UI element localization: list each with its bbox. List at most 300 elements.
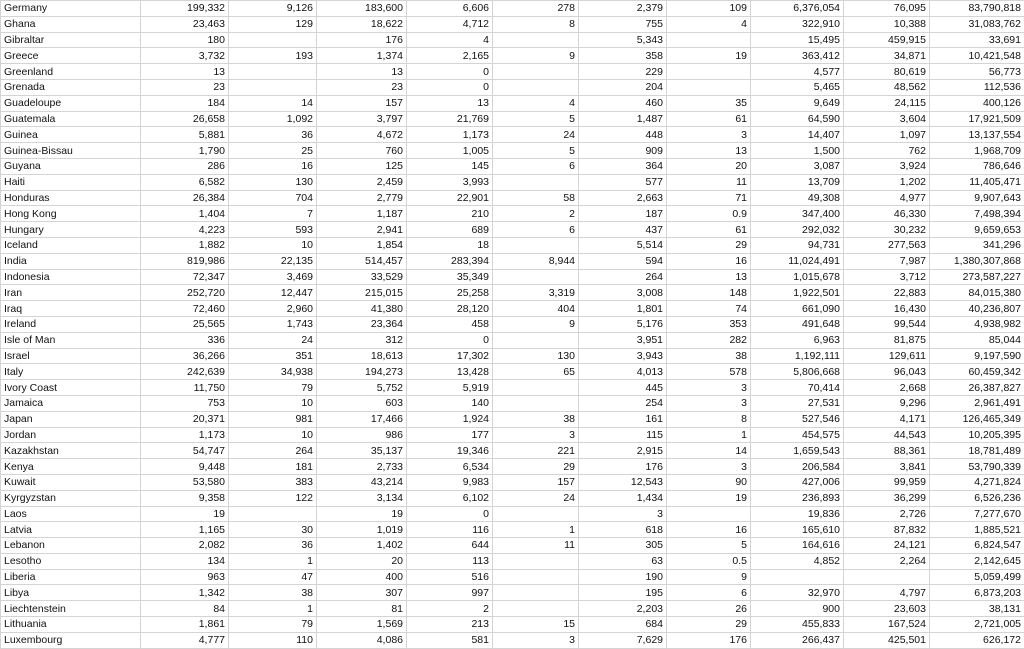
value-cell[interactable]: 9,126 <box>229 1 317 17</box>
value-cell[interactable]: 193 <box>229 48 317 64</box>
value-cell[interactable]: 307 <box>317 585 407 601</box>
value-cell[interactable]: 99,959 <box>844 474 930 490</box>
value-cell[interactable]: 283,394 <box>407 253 493 269</box>
value-cell[interactable]: 38,131 <box>930 601 1024 617</box>
value-cell[interactable]: 221 <box>493 443 579 459</box>
value-cell[interactable]: 17,921,509 <box>930 111 1024 127</box>
country-name-cell[interactable]: Japan <box>1 411 141 427</box>
value-cell[interactable]: 177 <box>407 427 493 443</box>
country-name-cell[interactable]: Guinea-Bissau <box>1 143 141 159</box>
value-cell[interactable]: 594 <box>579 253 667 269</box>
value-cell[interactable]: 36,299 <box>844 490 930 506</box>
value-cell[interactable]: 2,264 <box>844 553 930 569</box>
country-name-cell[interactable]: Italy <box>1 364 141 380</box>
value-cell[interactable]: 148 <box>667 285 751 301</box>
value-cell[interactable] <box>844 569 930 585</box>
value-cell[interactable] <box>751 569 844 585</box>
value-cell[interactable]: 1,173 <box>407 127 493 143</box>
value-cell[interactable] <box>493 237 579 253</box>
value-cell[interactable]: 986 <box>317 427 407 443</box>
country-name-cell[interactable]: Libya <box>1 585 141 601</box>
country-name-cell[interactable]: Latvia <box>1 522 141 538</box>
value-cell[interactable]: 4,672 <box>317 127 407 143</box>
country-name-cell[interactable]: Guinea <box>1 127 141 143</box>
value-cell[interactable]: 17,302 <box>407 348 493 364</box>
value-cell[interactable]: 183,600 <box>317 1 407 17</box>
value-cell[interactable]: 1,882 <box>141 237 229 253</box>
value-cell[interactable]: 31,083,762 <box>930 16 1024 32</box>
country-name-cell[interactable]: Grenada <box>1 79 141 95</box>
value-cell[interactable]: 187 <box>579 206 667 222</box>
value-cell[interactable]: 3,732 <box>141 48 229 64</box>
value-cell[interactable]: 2,726 <box>844 506 930 522</box>
value-cell[interactable]: 516 <box>407 569 493 585</box>
value-cell[interactable]: 3 <box>493 632 579 648</box>
value-cell[interactable]: 24 <box>493 127 579 143</box>
value-cell[interactable]: 4,977 <box>844 190 930 206</box>
value-cell[interactable]: 242,639 <box>141 364 229 380</box>
value-cell[interactable]: 0.5 <box>667 553 751 569</box>
value-cell[interactable]: 437 <box>579 222 667 238</box>
value-cell[interactable]: 210 <box>407 206 493 222</box>
value-cell[interactable]: 213 <box>407 617 493 633</box>
value-cell[interactable]: 27,531 <box>751 395 844 411</box>
value-cell[interactable]: 145 <box>407 158 493 174</box>
value-cell[interactable]: 3 <box>493 427 579 443</box>
value-cell[interactable]: 26 <box>667 601 751 617</box>
value-cell[interactable]: 1,097 <box>844 127 930 143</box>
value-cell[interactable] <box>667 64 751 80</box>
value-cell[interactable]: 125 <box>317 158 407 174</box>
value-cell[interactable]: 13,137,554 <box>930 127 1024 143</box>
value-cell[interactable]: 13,428 <box>407 364 493 380</box>
value-cell[interactable]: 459,915 <box>844 32 930 48</box>
value-cell[interactable]: 460 <box>579 95 667 111</box>
value-cell[interactable]: 4,577 <box>751 64 844 80</box>
country-name-cell[interactable]: Iran <box>1 285 141 301</box>
value-cell[interactable]: 6 <box>493 158 579 174</box>
value-cell[interactable]: 0 <box>407 506 493 522</box>
value-cell[interactable]: 2,721,005 <box>930 617 1024 633</box>
value-cell[interactable] <box>493 506 579 522</box>
value-cell[interactable] <box>667 506 751 522</box>
value-cell[interactable]: 762 <box>844 143 930 159</box>
value-cell[interactable]: 454,575 <box>751 427 844 443</box>
value-cell[interactable]: 2,961,491 <box>930 395 1024 411</box>
value-cell[interactable]: 400,126 <box>930 95 1024 111</box>
value-cell[interactable]: 19 <box>667 490 751 506</box>
value-cell[interactable]: 35,137 <box>317 443 407 459</box>
value-cell[interactable]: 1,192,111 <box>751 348 844 364</box>
value-cell[interactable]: 15,495 <box>751 32 844 48</box>
value-cell[interactable]: 3,797 <box>317 111 407 127</box>
value-cell[interactable]: 1,801 <box>579 301 667 317</box>
value-cell[interactable]: 10 <box>229 237 317 253</box>
country-name-cell[interactable]: Iraq <box>1 301 141 317</box>
value-cell[interactable]: 53,580 <box>141 474 229 490</box>
country-name-cell[interactable]: Indonesia <box>1 269 141 285</box>
value-cell[interactable]: 11,750 <box>141 380 229 396</box>
value-cell[interactable]: 1,380,307,868 <box>930 253 1024 269</box>
value-cell[interactable]: 190 <box>579 569 667 585</box>
value-cell[interactable]: 29 <box>667 237 751 253</box>
value-cell[interactable]: 85,044 <box>930 332 1024 348</box>
country-name-cell[interactable]: Jamaica <box>1 395 141 411</box>
value-cell[interactable]: 427,006 <box>751 474 844 490</box>
country-name-cell[interactable]: Lithuania <box>1 617 141 633</box>
value-cell[interactable]: 1,434 <box>579 490 667 506</box>
value-cell[interactable]: 11 <box>667 174 751 190</box>
value-cell[interactable]: 35 <box>667 95 751 111</box>
value-cell[interactable]: 448 <box>579 127 667 143</box>
value-cell[interactable]: 1 <box>229 601 317 617</box>
value-cell[interactable]: 3,924 <box>844 158 930 174</box>
value-cell[interactable]: 4 <box>407 32 493 48</box>
value-cell[interactable]: 49,308 <box>751 190 844 206</box>
value-cell[interactable]: 110 <box>229 632 317 648</box>
value-cell[interactable]: 13 <box>141 64 229 80</box>
value-cell[interactable]: 9,296 <box>844 395 930 411</box>
value-cell[interactable]: 755 <box>579 16 667 32</box>
value-cell[interactable]: 2,082 <box>141 538 229 554</box>
value-cell[interactable] <box>493 553 579 569</box>
value-cell[interactable]: 2,165 <box>407 48 493 64</box>
value-cell[interactable]: 1,202 <box>844 174 930 190</box>
value-cell[interactable]: 347,400 <box>751 206 844 222</box>
value-cell[interactable]: 341,296 <box>930 237 1024 253</box>
value-cell[interactable]: 19 <box>317 506 407 522</box>
value-cell[interactable]: 1,885,521 <box>930 522 1024 538</box>
value-cell[interactable]: 7,987 <box>844 253 930 269</box>
value-cell[interactable]: 312 <box>317 332 407 348</box>
value-cell[interactable]: 79 <box>229 617 317 633</box>
value-cell[interactable]: 9,448 <box>141 459 229 475</box>
value-cell[interactable]: 9,983 <box>407 474 493 490</box>
value-cell[interactable]: 16,430 <box>844 301 930 317</box>
value-cell[interactable]: 0 <box>407 64 493 80</box>
value-cell[interactable]: 4 <box>493 95 579 111</box>
value-cell[interactable]: 336 <box>141 332 229 348</box>
value-cell[interactable]: 229 <box>579 64 667 80</box>
value-cell[interactable]: 83,790,818 <box>930 1 1024 17</box>
value-cell[interactable]: 3 <box>667 395 751 411</box>
value-cell[interactable]: 425,501 <box>844 632 930 648</box>
value-cell[interactable]: 23,463 <box>141 16 229 32</box>
value-cell[interactable]: 4,797 <box>844 585 930 601</box>
value-cell[interactable] <box>493 32 579 48</box>
value-cell[interactable]: 1,092 <box>229 111 317 127</box>
value-cell[interactable]: 10,421,548 <box>930 48 1024 64</box>
value-cell[interactable]: 4,171 <box>844 411 930 427</box>
value-cell[interactable]: 5,806,668 <box>751 364 844 380</box>
country-name-cell[interactable]: Jordan <box>1 427 141 443</box>
value-cell[interactable]: 1 <box>667 427 751 443</box>
country-name-cell[interactable]: Kyrgyzstan <box>1 490 141 506</box>
value-cell[interactable]: 491,648 <box>751 316 844 332</box>
value-cell[interactable]: 8 <box>667 411 751 427</box>
value-cell[interactable]: 61 <box>667 222 751 238</box>
value-cell[interactable]: 161 <box>579 411 667 427</box>
value-cell[interactable]: 1,402 <box>317 538 407 554</box>
value-cell[interactable]: 25,258 <box>407 285 493 301</box>
value-cell[interactable]: 81 <box>317 601 407 617</box>
value-cell[interactable]: 19 <box>141 506 229 522</box>
country-name-cell[interactable]: Guatemala <box>1 111 141 127</box>
value-cell[interactable]: 6,873,203 <box>930 585 1024 601</box>
value-cell[interactable]: 578 <box>667 364 751 380</box>
value-cell[interactable]: 1,924 <box>407 411 493 427</box>
value-cell[interactable]: 363,412 <box>751 48 844 64</box>
value-cell[interactable] <box>493 64 579 80</box>
value-cell[interactable]: 5,881 <box>141 127 229 143</box>
value-cell[interactable] <box>493 269 579 285</box>
value-cell[interactable] <box>493 380 579 396</box>
value-cell[interactable]: 3,469 <box>229 269 317 285</box>
value-cell[interactable] <box>229 32 317 48</box>
country-name-cell[interactable]: Germany <box>1 1 141 17</box>
value-cell[interactable]: 684 <box>579 617 667 633</box>
value-cell[interactable]: 176 <box>667 632 751 648</box>
value-cell[interactable]: 322,910 <box>751 16 844 32</box>
value-cell[interactable]: 6 <box>667 585 751 601</box>
value-cell[interactable]: 2,915 <box>579 443 667 459</box>
value-cell[interactable]: 264 <box>229 443 317 459</box>
value-cell[interactable]: 24 <box>493 490 579 506</box>
value-cell[interactable]: 34,938 <box>229 364 317 380</box>
value-cell[interactable]: 18,613 <box>317 348 407 364</box>
value-cell[interactable]: 34,871 <box>844 48 930 64</box>
country-name-cell[interactable]: Greece <box>1 48 141 64</box>
value-cell[interactable] <box>493 601 579 617</box>
value-cell[interactable]: 8 <box>493 16 579 32</box>
value-cell[interactable]: 2,663 <box>579 190 667 206</box>
value-cell[interactable]: 1,659,543 <box>751 443 844 459</box>
value-cell[interactable]: 84 <box>141 601 229 617</box>
value-cell[interactable]: 38 <box>667 348 751 364</box>
value-cell[interactable]: 130 <box>493 348 579 364</box>
value-cell[interactable]: 87,832 <box>844 522 930 538</box>
value-cell[interactable]: 24,121 <box>844 538 930 554</box>
country-name-cell[interactable]: Ivory Coast <box>1 380 141 396</box>
value-cell[interactable]: 81,875 <box>844 332 930 348</box>
country-name-cell[interactable]: Lebanon <box>1 538 141 554</box>
value-cell[interactable]: 4,013 <box>579 364 667 380</box>
value-cell[interactable]: 900 <box>751 601 844 617</box>
value-cell[interactable]: 181 <box>229 459 317 475</box>
value-cell[interactable]: 2,941 <box>317 222 407 238</box>
value-cell[interactable] <box>493 332 579 348</box>
value-cell[interactable]: 1,404 <box>141 206 229 222</box>
country-name-cell[interactable]: Kazakhstan <box>1 443 141 459</box>
value-cell[interactable]: 13 <box>667 143 751 159</box>
value-cell[interactable]: 99,544 <box>844 316 930 332</box>
value-cell[interactable]: 167,524 <box>844 617 930 633</box>
value-cell[interactable]: 6,606 <box>407 1 493 17</box>
country-name-cell[interactable]: Kuwait <box>1 474 141 490</box>
value-cell[interactable]: 11,024,491 <box>751 253 844 269</box>
value-cell[interactable]: 689 <box>407 222 493 238</box>
value-cell[interactable]: 3,087 <box>751 158 844 174</box>
value-cell[interactable]: 36 <box>229 538 317 554</box>
value-cell[interactable]: 10 <box>229 395 317 411</box>
value-cell[interactable]: 115 <box>579 427 667 443</box>
value-cell[interactable]: 19,346 <box>407 443 493 459</box>
country-name-cell[interactable]: Laos <box>1 506 141 522</box>
value-cell[interactable]: 8,944 <box>493 253 579 269</box>
value-cell[interactable]: 16 <box>229 158 317 174</box>
country-name-cell[interactable]: Haiti <box>1 174 141 190</box>
value-cell[interactable]: 4,223 <box>141 222 229 238</box>
value-cell[interactable]: 10,388 <box>844 16 930 32</box>
value-cell[interactable]: 5,465 <box>751 79 844 95</box>
value-cell[interactable]: 445 <box>579 380 667 396</box>
value-cell[interactable]: 3,943 <box>579 348 667 364</box>
value-cell[interactable]: 9,358 <box>141 490 229 506</box>
value-cell[interactable]: 3,993 <box>407 174 493 190</box>
value-cell[interactable]: 7,629 <box>579 632 667 648</box>
value-cell[interactable]: 9 <box>493 316 579 332</box>
value-cell[interactable]: 199,332 <box>141 1 229 17</box>
value-cell[interactable]: 63 <box>579 553 667 569</box>
value-cell[interactable]: 7 <box>229 206 317 222</box>
value-cell[interactable]: 29 <box>493 459 579 475</box>
value-cell[interactable]: 157 <box>317 95 407 111</box>
value-cell[interactable]: 4,777 <box>141 632 229 648</box>
value-cell[interactable]: 4,086 <box>317 632 407 648</box>
value-cell[interactable]: 3,008 <box>579 285 667 301</box>
value-cell[interactable]: 76,095 <box>844 1 930 17</box>
value-cell[interactable]: 88,361 <box>844 443 930 459</box>
value-cell[interactable]: 3 <box>667 127 751 143</box>
value-cell[interactable]: 19,836 <box>751 506 844 522</box>
value-cell[interactable]: 25 <box>229 143 317 159</box>
country-name-cell[interactable]: Kenya <box>1 459 141 475</box>
value-cell[interactable]: 12,447 <box>229 285 317 301</box>
value-cell[interactable] <box>493 569 579 585</box>
value-cell[interactable]: 458 <box>407 316 493 332</box>
value-cell[interactable]: 47 <box>229 569 317 585</box>
value-cell[interactable]: 20 <box>667 158 751 174</box>
value-cell[interactable]: 9 <box>667 569 751 585</box>
value-cell[interactable]: 126,465,349 <box>930 411 1024 427</box>
value-cell[interactable]: 3,841 <box>844 459 930 475</box>
value-cell[interactable]: 5 <box>493 111 579 127</box>
value-cell[interactable]: 71 <box>667 190 751 206</box>
value-cell[interactable]: 140 <box>407 395 493 411</box>
value-cell[interactable]: 112,536 <box>930 79 1024 95</box>
country-name-cell[interactable]: Gibraltar <box>1 32 141 48</box>
value-cell[interactable]: 3 <box>667 380 751 396</box>
country-name-cell[interactable]: Greenland <box>1 64 141 80</box>
value-cell[interactable]: 4 <box>667 16 751 32</box>
value-cell[interactable]: 1,019 <box>317 522 407 538</box>
value-cell[interactable]: 1,968,709 <box>930 143 1024 159</box>
value-cell[interactable]: 15 <box>493 617 579 633</box>
value-cell[interactable]: 30,232 <box>844 222 930 238</box>
value-cell[interactable]: 786,646 <box>930 158 1024 174</box>
value-cell[interactable]: 206,584 <box>751 459 844 475</box>
value-cell[interactable]: 3,951 <box>579 332 667 348</box>
value-cell[interactable]: 0 <box>407 79 493 95</box>
value-cell[interactable]: 6,376,054 <box>751 1 844 17</box>
value-cell[interactable]: 38 <box>229 585 317 601</box>
value-cell[interactable] <box>493 585 579 601</box>
value-cell[interactable]: 1 <box>229 553 317 569</box>
country-name-cell[interactable]: India <box>1 253 141 269</box>
value-cell[interactable]: 1,854 <box>317 237 407 253</box>
value-cell[interactable] <box>667 32 751 48</box>
value-cell[interactable]: 35,349 <box>407 269 493 285</box>
value-cell[interactable]: 6,526,236 <box>930 490 1024 506</box>
value-cell[interactable]: 74 <box>667 301 751 317</box>
value-cell[interactable]: 2,203 <box>579 601 667 617</box>
value-cell[interactable]: 26,387,827 <box>930 380 1024 396</box>
value-cell[interactable]: 760 <box>317 143 407 159</box>
value-cell[interactable]: 10 <box>229 427 317 443</box>
value-cell[interactable]: 165,610 <box>751 522 844 538</box>
value-cell[interactable]: 2,379 <box>579 1 667 17</box>
value-cell[interactable]: 1,743 <box>229 316 317 332</box>
value-cell[interactable]: 28,120 <box>407 301 493 317</box>
value-cell[interactable]: 254 <box>579 395 667 411</box>
value-cell[interactable]: 351 <box>229 348 317 364</box>
value-cell[interactable]: 1 <box>493 522 579 538</box>
value-cell[interactable]: 266,437 <box>751 632 844 648</box>
value-cell[interactable]: 14 <box>229 95 317 111</box>
value-cell[interactable]: 80,619 <box>844 64 930 80</box>
value-cell[interactable]: 40,236,807 <box>930 301 1024 317</box>
value-cell[interactable]: 292,032 <box>751 222 844 238</box>
value-cell[interactable]: 1,374 <box>317 48 407 64</box>
value-cell[interactable]: 618 <box>579 522 667 538</box>
value-cell[interactable]: 581 <box>407 632 493 648</box>
value-cell[interactable]: 3,134 <box>317 490 407 506</box>
value-cell[interactable]: 24,115 <box>844 95 930 111</box>
value-cell[interactable] <box>493 79 579 95</box>
value-cell[interactable]: 252,720 <box>141 285 229 301</box>
value-cell[interactable] <box>493 174 579 190</box>
country-name-cell[interactable]: Guyana <box>1 158 141 174</box>
value-cell[interactable]: 4,852 <box>751 553 844 569</box>
country-name-cell[interactable]: Israel <box>1 348 141 364</box>
value-cell[interactable]: 16 <box>667 253 751 269</box>
value-cell[interactable]: 5,059,499 <box>930 569 1024 585</box>
value-cell[interactable]: 41,380 <box>317 301 407 317</box>
value-cell[interactable]: 44,543 <box>844 427 930 443</box>
value-cell[interactable]: 134 <box>141 553 229 569</box>
value-cell[interactable]: 963 <box>141 569 229 585</box>
value-cell[interactable]: 13 <box>667 269 751 285</box>
value-cell[interactable]: 25,565 <box>141 316 229 332</box>
value-cell[interactable]: 13 <box>317 64 407 80</box>
value-cell[interactable]: 70,414 <box>751 380 844 396</box>
value-cell[interactable]: 364 <box>579 158 667 174</box>
value-cell[interactable]: 1,173 <box>141 427 229 443</box>
value-cell[interactable]: 94,731 <box>751 237 844 253</box>
value-cell[interactable]: 753 <box>141 395 229 411</box>
value-cell[interactable]: 981 <box>229 411 317 427</box>
value-cell[interactable]: 26,658 <box>141 111 229 127</box>
value-cell[interactable]: 2,779 <box>317 190 407 206</box>
value-cell[interactable]: 18,781,489 <box>930 443 1024 459</box>
value-cell[interactable]: 61 <box>667 111 751 127</box>
value-cell[interactable]: 60,459,342 <box>930 364 1024 380</box>
value-cell[interactable]: 1,005 <box>407 143 493 159</box>
value-cell[interactable]: 84,015,380 <box>930 285 1024 301</box>
value-cell[interactable]: 20 <box>317 553 407 569</box>
value-cell[interactable]: 2 <box>407 601 493 617</box>
value-cell[interactable]: 9,907,643 <box>930 190 1024 206</box>
